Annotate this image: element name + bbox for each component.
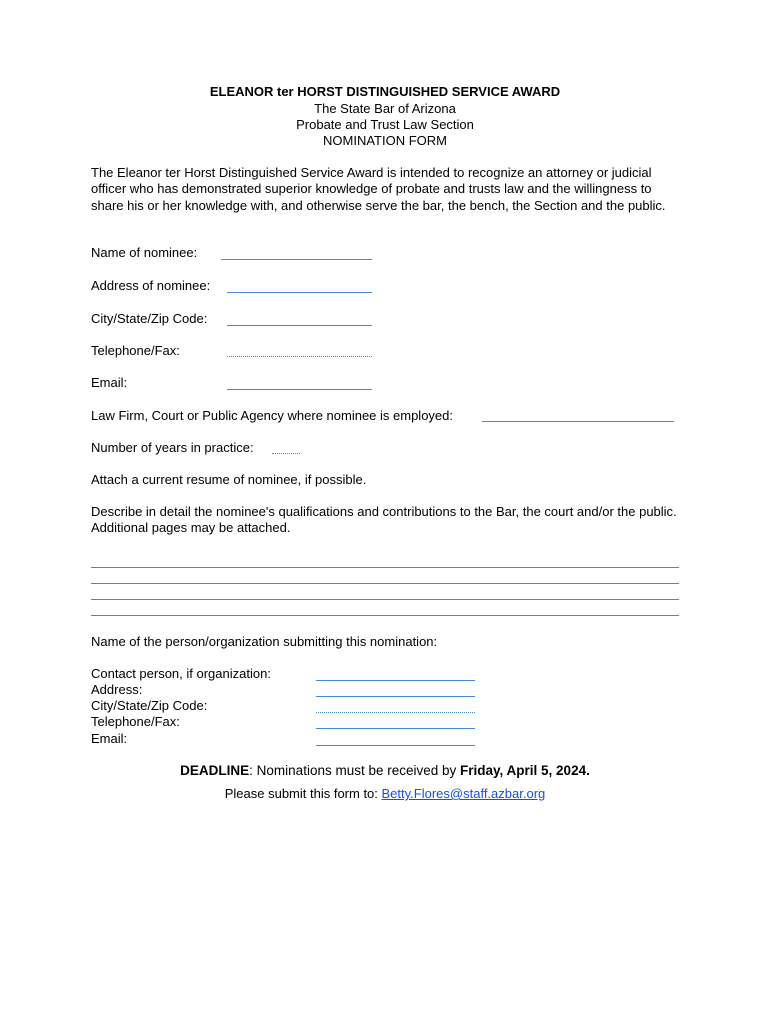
years-in-practice-label: Number of years in practice:: [91, 440, 254, 455]
submit-text: Please submit this form to:: [224, 786, 382, 801]
submitter-email-field[interactable]: [316, 745, 475, 746]
submitter-phone-label: Telephone/Fax:: [91, 714, 180, 729]
nominee-address-field[interactable]: [227, 292, 372, 293]
submit-instructions: [0, 786, 770, 801]
contact-person-field[interactable]: [316, 680, 475, 681]
intro-paragraph: The Eleanor ter Horst Distinguished Service Award is intended to recognize an attorney or judicial officer who has demonstrated superior knowledge of probate and trusts law and the willingness to share his or her knowledge with, and otherwise serve the bar, the bench, the Section and the public.: [91, 165, 666, 213]
submitter-heading: Name of the person/organization submitting this nomination:: [91, 634, 438, 649]
submitter-address-field[interactable]: [316, 696, 475, 697]
deadline-notice: [0, 763, 770, 778]
section-name: Probate and Trust Law Section: [296, 117, 474, 132]
submitter-address-label: Address:: [91, 682, 143, 697]
years-in-practice-field[interactable]: [272, 453, 300, 454]
nominee-name-field[interactable]: [221, 259, 372, 260]
description-line[interactable]: [91, 583, 679, 584]
org-name: The State Bar of Arizona: [314, 101, 456, 116]
submitter-phone-field[interactable]: [316, 728, 475, 729]
description-line[interactable]: [91, 567, 679, 568]
description-line[interactable]: [91, 615, 679, 616]
nominee-phone-field[interactable]: [227, 356, 372, 357]
employer-label: Law Firm, Court or Public Agency where nominee is employed:: [91, 408, 453, 423]
nominee-address-label: Address of nominee:: [91, 278, 211, 293]
deadline-label: DEADLINE: [180, 763, 250, 778]
submitter-city-field[interactable]: [316, 712, 475, 713]
nominee-city-field[interactable]: [227, 325, 372, 326]
description-line[interactable]: [91, 599, 679, 600]
deadline-date: Friday, April 5, 2024.: [460, 763, 590, 778]
form-title: ELEANOR ter HORST DISTINGUISHED SERVICE AWARD: [209, 84, 561, 99]
describe-instructions: Describe in detail the nominee's qualifications and contributions to the Bar, the court and/or the public. Additional pages may be attached.: [91, 504, 677, 536]
submit-email-link[interactable]: Betty.Flores@staff.azbar.org: [381, 786, 546, 801]
nominee-phone-label: Telephone/Fax:: [91, 343, 180, 358]
submitter-email-label: Email:: [91, 731, 128, 746]
deadline-text: : Nominations must be received by: [249, 763, 461, 778]
nominee-email-field[interactable]: [227, 389, 372, 390]
submitter-city-label: City/State/Zip Code:: [91, 698, 208, 713]
form-name: NOMINATION FORM: [323, 133, 447, 148]
nominee-name-label: Name of nominee:: [91, 245, 198, 260]
employer-field[interactable]: [482, 421, 674, 422]
contact-person-label: Contact person, if organization:: [91, 666, 271, 681]
nominee-city-label: City/State/Zip Code:: [91, 311, 208, 326]
resume-note: Attach a current resume of nominee, if possible.: [91, 472, 367, 487]
nominee-email-label: Email:: [91, 375, 128, 390]
